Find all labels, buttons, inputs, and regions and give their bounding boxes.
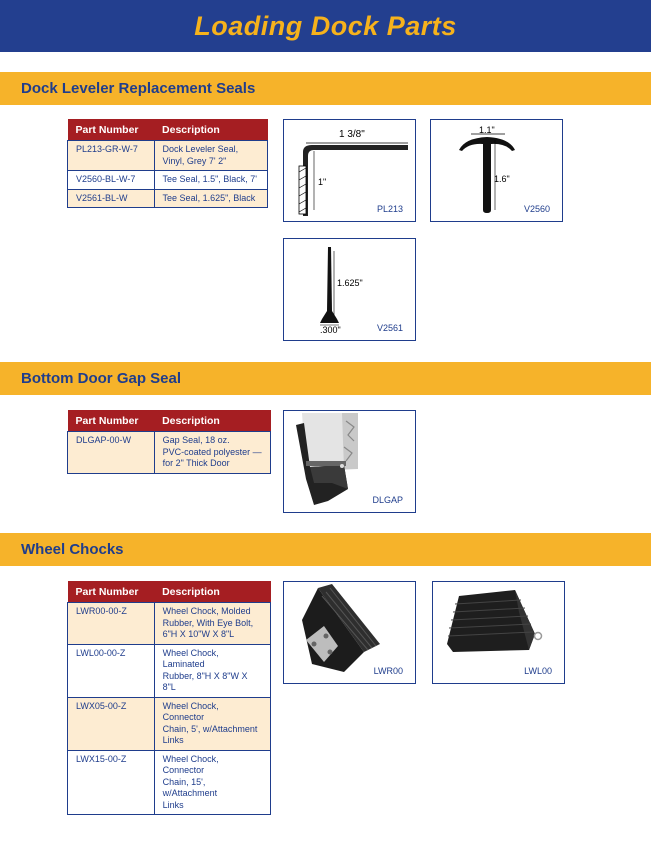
section-title: Bottom Door Gap Seal [21,370,182,387]
dimension-label: 1.625" [337,278,363,288]
description-cell [154,189,267,208]
description-cell [154,432,270,474]
table-row [68,644,271,697]
description-line: Rubber, 8"H X 8"W X 8"L [162,670,248,692]
table-header-row [68,410,271,432]
description-cell [154,603,270,645]
description-line: Chain, 15', w/Attachment [162,776,218,798]
description-line: Gap Seal, 18 oz. [162,435,230,445]
part-number-cell: V2560-BL-W-7 [68,171,155,190]
parts-table-bottom-door-gap-seal [67,410,271,474]
figure-caption: LWR00 [373,666,403,676]
figure-caption: DLGAP [372,495,403,505]
section-title: Wheel Chocks [21,541,124,558]
section-band-dock-leveler-seals [0,72,651,105]
description-line: Rubber, With Eye Bolt, [162,617,254,628]
table-row [68,141,268,171]
header-part-number: Part Number [68,119,155,141]
page-header [0,0,651,52]
section-band-bottom-door-gap-seal [0,362,651,395]
table-header-row [68,119,268,141]
product-figure-lwl00 [432,581,565,684]
description-line: Chain, 5', w/Attachment [162,723,258,734]
description-cell [154,171,267,190]
dimension-label: 1.1" [479,125,495,135]
eye-bolt [535,633,542,640]
part-number-cell: LWL00-00-Z [68,644,155,697]
section-title: Dock Leveler Replacement Seals [21,80,256,97]
page-title: Loading Dock Parts [194,11,457,41]
description-line: Links [162,799,184,810]
description-line: Wheel Chock, Molded [162,606,251,616]
header-description: Description [154,410,270,432]
description-line: Wheel Chock, Connector [162,700,219,722]
header-part-number: Part Number [68,410,155,432]
description-line: PVC-coated polyester — [162,446,262,457]
figure-caption: LWL00 [524,666,552,676]
product-figure-v2560 [430,119,563,222]
dimension-label: 1" [318,177,327,187]
table-row [68,603,271,645]
part-number-cell: LWX05-00-Z [68,697,155,750]
product-figure-pl213 [283,119,416,222]
table-header-row [68,581,271,603]
description-line: for 2" Thick Door [162,458,230,468]
description-cell [154,644,270,697]
product-figure-lwr00 [283,581,416,684]
table-row [68,432,271,474]
section-band-wheel-chocks [0,533,651,566]
description-line: 6"H X 10"W X 8"L [162,629,235,639]
header-part-number: Part Number [68,581,155,603]
dimension-label: .300" [320,325,341,335]
description-cell [154,697,270,750]
product-figure-dlgap [283,410,416,513]
seal-bulb [299,166,306,214]
figure-caption: PL213 [376,204,403,214]
description-cell [154,141,267,171]
description-cell [154,750,270,815]
description-line: Dock Leveler Seal, [162,144,239,154]
table-row [68,171,268,190]
parts-table-wheel-chocks [67,581,271,815]
dimension-label: 1.6" [494,174,510,184]
part-number-cell: PL213-GR-W-7 [68,141,155,171]
part-number-cell: V2561-BL-W [68,189,155,208]
part-number-cell: LWX15-00-Z [68,750,155,815]
description-line: Wheel Chock, Laminated [162,647,219,669]
description-line: Tee Seal, 1.625", Black [162,192,256,203]
figure-caption: V2560 [523,204,550,214]
part-number-cell: DLGAP-00-W [68,432,155,474]
header-description: Description [154,119,267,141]
header-description: Description [154,581,270,603]
description-line: Tee Seal, 1.5", Black, 7' [162,174,258,184]
product-figure-v2561 [283,238,416,341]
figure-caption: V2561 [376,323,403,333]
part-number-cell: LWR00-00-Z [68,603,155,645]
description-line: Wheel Chock, Connector [162,753,219,775]
table-row [68,189,268,208]
table-row [68,750,271,815]
description-line: Links [162,735,184,745]
parts-table-dock-leveler-seals [67,119,268,208]
dimension-label: 1 3/8" [339,129,365,140]
table-row [68,697,271,750]
description-line: Vinyl, Grey 7' 2" [162,155,227,166]
